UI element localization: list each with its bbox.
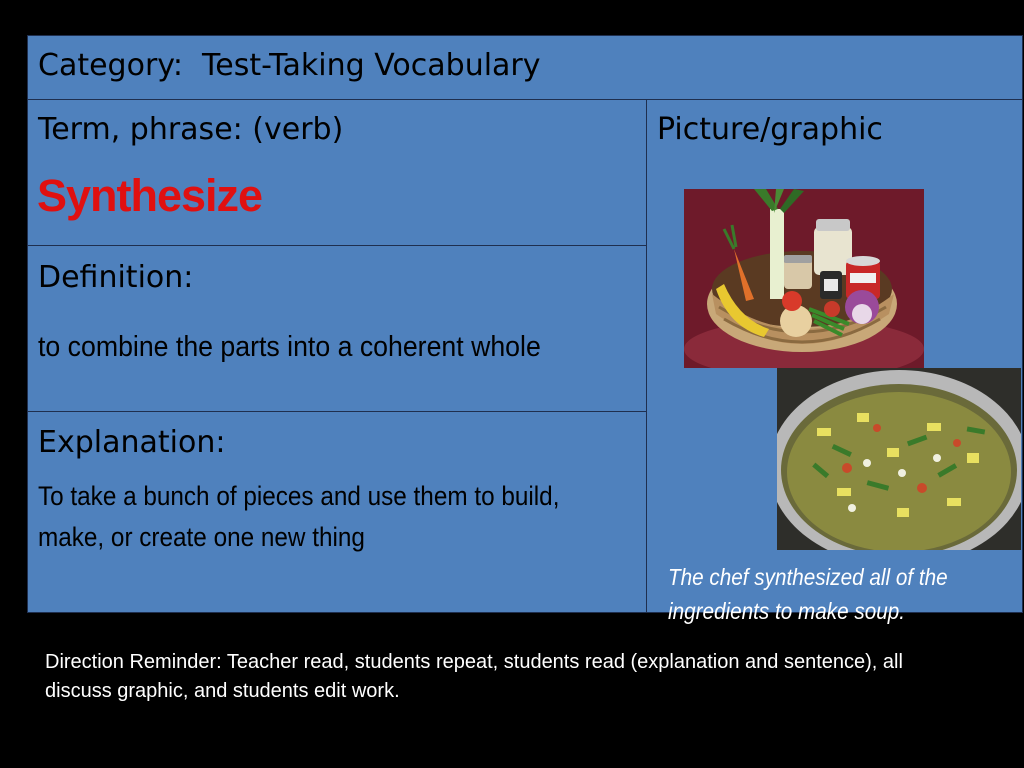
definition-text: to combine the parts into a coherent whole [38, 331, 541, 363]
category-cell [27, 35, 1023, 100]
picture-cell [646, 99, 1023, 624]
soup-pot-image [777, 368, 1021, 550]
soup-pot-illustration [777, 368, 1021, 550]
term-label: Term, phrase: (verb) [38, 112, 344, 147]
definition-cell [27, 245, 647, 412]
explanation-label: Explanation: [38, 425, 226, 460]
vegetable-basket-image [684, 189, 924, 368]
definition-label: Definition: [38, 260, 194, 295]
picture-caption: The chef synthesized all of the ingredients to make soup. [668, 564, 948, 624]
direction-reminder: Direction Reminder: Teacher read, students repeat, students read (explanation and sentence), all discuss graphic, and students edit work. [45, 651, 903, 702]
explanation-cell [27, 411, 647, 613]
term-word: Synthesize [37, 170, 263, 221]
picture-label: Picture/graphic [657, 112, 883, 147]
term-cell [27, 99, 647, 246]
category-label: Category: Test-Taking Vocabulary [38, 48, 541, 83]
explanation-text: To take a bunch of pieces and use them to build, make, or create one new thing [38, 481, 560, 552]
vocabulary-table [27, 35, 1023, 624]
vegetable-basket-illustration [684, 189, 924, 368]
